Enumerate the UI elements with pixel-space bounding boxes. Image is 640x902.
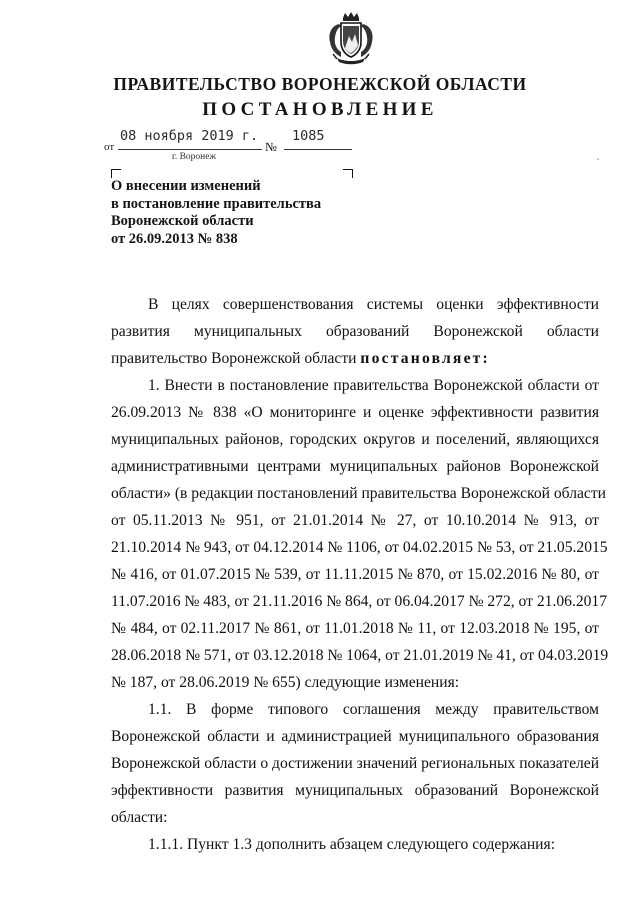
body-line: Воронежской области и администрацией муниципального образования: [111, 728, 599, 745]
body-line: Воронежской области о достижении значений региональных показателей: [111, 755, 600, 772]
number-sign: №: [265, 140, 277, 154]
body-line: 21.10.2014 № 943, от 04.12.2014 № 1106, от 04.02.2015 № 53, от 21.05.2015: [111, 539, 608, 556]
left-corner-bracket: [111, 169, 121, 178]
document-number: 1085: [292, 128, 325, 144]
body-line: муниципальных районов, городских округов и поселений, являющихся: [111, 431, 599, 448]
body-line: 11.07.2016 № 483, от 21.11.2016 № 864, от 06.04.2017 № 272, от 21.06.2017: [111, 593, 608, 610]
body-line: № 416, от 01.07.2015 № 539, от 11.11.2015 № 870, от 15.02.2016 № 80, от: [111, 566, 599, 583]
coat-of-arms-icon: [325, 12, 377, 66]
resolution-colon: :: [482, 350, 490, 367]
body-line: от 05.11.2013 № 951, от 21.01.2014 № 27, от 10.10.2014 № 913, от: [111, 512, 599, 529]
scan-speck: [597, 158, 599, 160]
subject-line: в постановление правительства: [111, 195, 322, 212]
right-corner-bracket: [343, 169, 353, 178]
body-line: 1.1. В форме типового соглашения между правительством: [148, 701, 599, 718]
date-underline: [118, 149, 262, 150]
body-line: области:: [111, 809, 168, 826]
subject-line: О внесении изменений: [111, 178, 261, 194]
government-title: ПРАВИТЕЛЬСТВО ВОРОНЕЖСКОЙ ОБЛАСТИ: [113, 74, 527, 94]
body-line: области» (в редакции постановлений правительства Воронежской области: [111, 485, 607, 502]
body-line: В целях совершенствования системы оценки эффективности: [148, 296, 599, 313]
body-line: [111, 350, 599, 368]
resolving-body: правительство Воронежской области: [111, 350, 357, 367]
body-line: эффективности развития муниципальных образований Воронежской: [111, 782, 599, 799]
body-line: административными центрами муниципальных районов Воронежской: [111, 458, 599, 475]
document-date: 08 ноября 2019 г.: [120, 128, 259, 144]
body-line: 1. Внести в постановление правительства Воронежской области от: [148, 377, 599, 394]
subject-line: от 26.09.2013 № 838: [111, 230, 238, 247]
body-line: 1.1.1. Пункт 1.3 дополнить абзацем следующего содержания:: [148, 836, 556, 853]
body-line: № 484, от 02.11.2017 № 861, от 11.01.2018 № 11, от 12.03.2018 № 195, от: [111, 620, 599, 637]
date-prefix: от: [104, 141, 115, 153]
number-underline: [284, 149, 352, 150]
body-line: развития муниципальных образований Воронежской области: [111, 323, 599, 340]
body-line: 26.09.2013 № 838 «О мониторинге и оценке эффективности развития: [111, 404, 599, 421]
resolution-word: постановляет: [360, 350, 483, 367]
document-type-title: ПОСТАНОВЛЕНИЕ: [202, 99, 438, 120]
city-label: г. Воронеж: [172, 152, 217, 162]
body-line: № 187, от 28.06.2019 № 655) следующие изменения:: [111, 674, 460, 691]
body-line: 28.06.2018 № 571, от 03.12.2018 № 1064, от 21.01.2019 № 41, от 04.03.2019: [111, 647, 609, 664]
document-subject: [111, 178, 371, 248]
subject-line: Воронежской области: [111, 213, 254, 229]
